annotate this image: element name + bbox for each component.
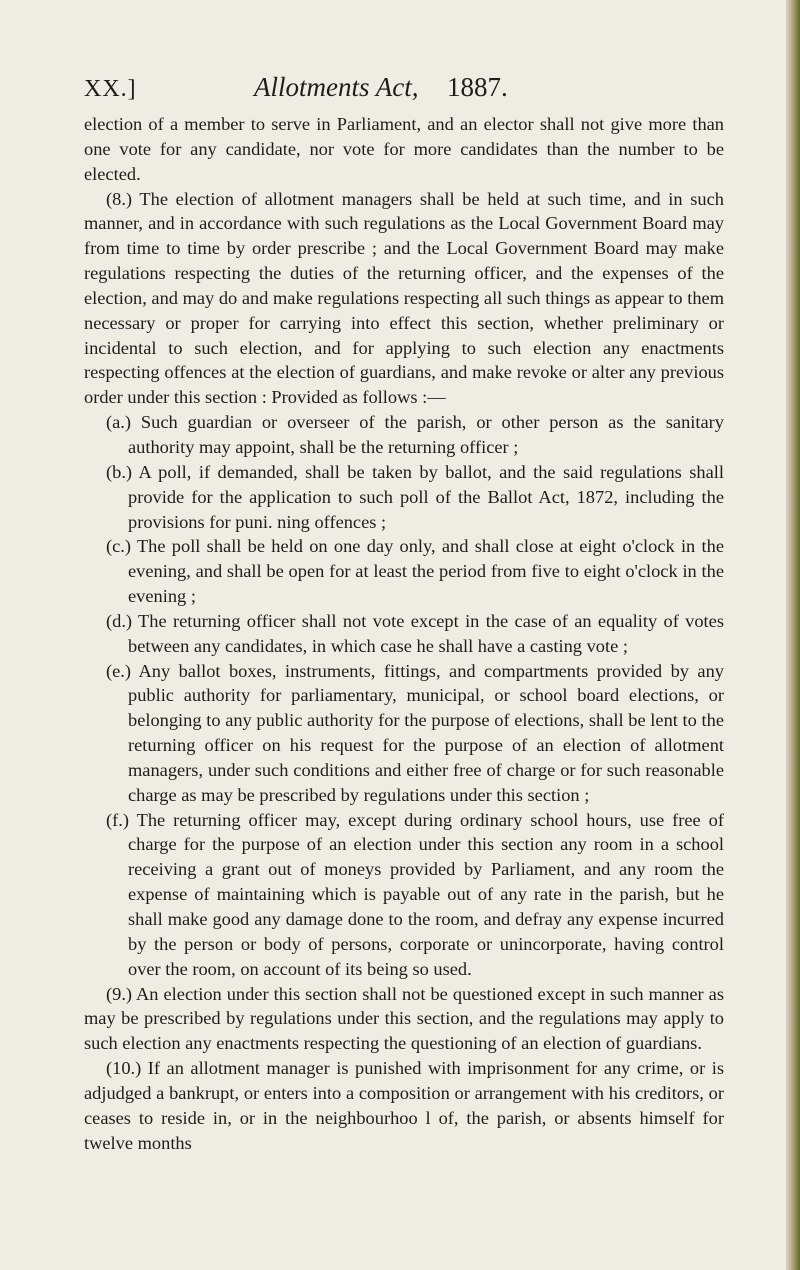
proviso-a: (a.) Such guardian or overseer of the parish, or other person as the sanitary authority may appoint, shall be the returning officer ; (106, 412, 724, 457)
page-body (84, 112, 724, 1155)
running-header (84, 70, 724, 110)
proviso-c: (c.) The poll shall be held on one day only, and shall close at eight o'clock in the evening, and shall be open for at least the period from five to eight o'clock in the evening ; (106, 536, 724, 607)
header-year: 1887. (447, 72, 508, 102)
section-reference: XX.] (84, 76, 137, 102)
page-edge (786, 0, 800, 1270)
paragraph-continuation: election of a member to serve in Parliament, and an elector shall not give more than one vote for any candidate, nor vote for more candidates than the number to be elected. (84, 114, 724, 184)
proviso-b: (b.) A poll, if demanded, shall be taken by ballot, and the said regulations shall provide for the application to such poll of the Ballot Act, 1872, including the provisions for puni. ning offences ; (106, 461, 724, 532)
proviso-f: (f.) The returning officer may, except during ordinary school hours, use free of charge for the purpose of an election under this section any room in a school receiving a grant out of moneys provided by Parliament, and any room the expense of maintaining which is payable out of any rate in the parish, but he shall make good any damage done to the room, and defray any expense incurred by the person or body of persons, corporate or unincorporate, having control over the room, on account of its being so used. (106, 809, 724, 979)
proviso-e: (e.) Any ballot boxes, instruments, fittings, and compartments provided by any public authority for parliamentary, municipal, or school board elections, or belonging to any public authority for the purpose of elections, shall be lent to the returning officer on his request for the purpose of an election of allotment managers, under such conditions and either free of charge or for such reasonable charge as may be prescribed by regulations under this section ; (106, 660, 724, 805)
paragraph-9: (9.) An election under this section shall not be questioned except in such manner as may be prescribed by regulations under this section, and the regulations may apply to such election any enactments respecting the questioning of an election of guardians. (84, 983, 724, 1054)
proviso-d: (d.) The returning officer shall not vote except in the case of an equality of votes between any candidates, in which case he shall have a casting vote ; (106, 610, 724, 656)
paragraph-8: (8.) The election of allotment managers shall be held at such time, and in such manner, and in accordance with such regulations as the Local Government Board may from time to time by order prescribe ; and the Local Government Board may make regulations respecting the duties of the returning officer, and the expenses of the election, and may do and make regulations respecting all such things as appear to them necessary or proper for carrying into effect this section, whether preliminary or incidental to such election, and for applying to such election any enactments respecting offences at the election of guardians, and make revoke or alter any previous order under this section : Provided as follows :— (84, 188, 724, 408)
paragraph-10: (10.) If an allotment manager is punished with imprisonment for any crime, or is adjudged a bankrupt, or enters into a composition or arrangement with his creditors, or ceases to reside in, or in the neighbourhoo l of, the parish, or absents himself for twelve months (84, 1058, 724, 1153)
header-title: Allotments Act, (254, 72, 419, 102)
